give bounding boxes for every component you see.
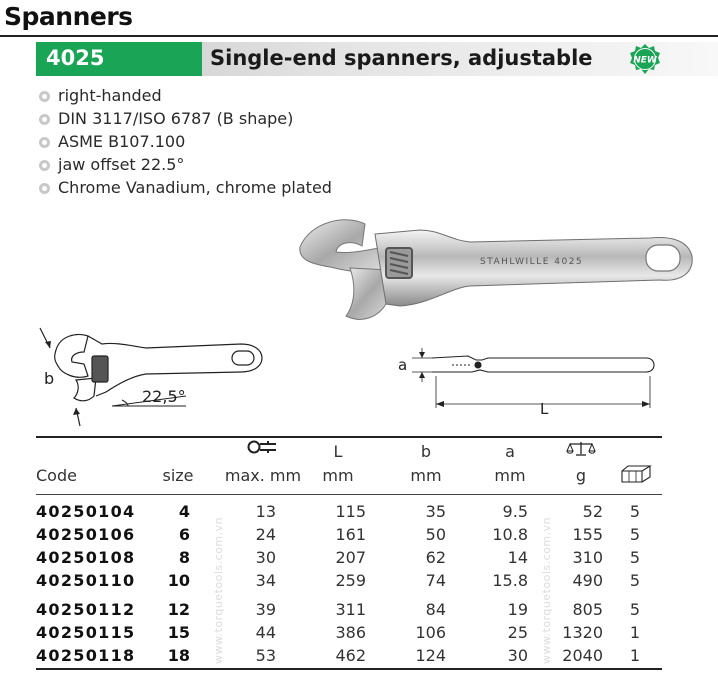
angle-label: 22,5° [142, 387, 186, 406]
header-g-unit: g [575, 466, 587, 485]
table-row [36, 500, 662, 523]
cell-b: 62 [425, 548, 446, 567]
table-row [36, 644, 662, 667]
table-row [36, 621, 662, 644]
cell-code: 40250118 [36, 646, 136, 665]
feature-item: right-handed [36, 86, 332, 109]
cell-a: 15.8 [492, 571, 528, 590]
cell-size: 10 [167, 571, 190, 590]
feature-item: jaw offset 22.5° [36, 155, 332, 178]
page-title: Spanners [4, 2, 133, 31]
cell-L: 462 [335, 646, 366, 665]
feature-list [36, 86, 332, 201]
cell-a: 10.8 [492, 525, 528, 544]
cell-g: 52 [582, 502, 603, 521]
cell-pack: 5 [629, 600, 640, 619]
header-max: max. mm [224, 466, 302, 485]
table-bottom-rule [36, 668, 662, 670]
header-a-unit: mm [494, 466, 526, 485]
feature-item: Chrome Vanadium, chrome plated [36, 178, 332, 201]
cell-L: 386 [335, 623, 366, 642]
cell-a: 25 [507, 623, 528, 642]
scale-icon [566, 440, 596, 456]
cell-g: 490 [572, 571, 603, 590]
bullet-icon [39, 160, 50, 171]
new-badge-icon [627, 43, 663, 75]
new-badge-label: NEW [633, 55, 657, 66]
cell-pack: 1 [629, 646, 640, 665]
cell-max: 53 [255, 646, 276, 665]
cell-g: 805 [572, 600, 603, 619]
cell-pack: 5 [629, 571, 640, 590]
cell-pack: 5 [629, 502, 640, 521]
cell-max: 44 [255, 623, 276, 642]
cell-a: 30 [507, 646, 528, 665]
cell-pack: 1 [629, 623, 640, 642]
table-row [36, 523, 662, 546]
cell-g: 2040 [562, 646, 603, 665]
cell-b: 124 [415, 646, 446, 665]
table-header-separator [36, 494, 662, 495]
cell-g: 1320 [562, 623, 603, 642]
package-icon [620, 465, 652, 483]
header-L-symbol: L [333, 442, 343, 461]
dimension-a-label: a [398, 356, 408, 374]
feature-item: ASME B107.100 [36, 132, 332, 155]
cell-L: 207 [335, 548, 366, 567]
cell-a: 19 [507, 600, 528, 619]
cell-L: 161 [335, 525, 366, 544]
cell-size: 12 [167, 600, 190, 619]
cell-b: 106 [415, 623, 446, 642]
cell-size: 8 [178, 548, 190, 567]
cell-size: 15 [167, 623, 190, 642]
dimension-L-label: L [540, 400, 549, 418]
cell-L: 259 [335, 571, 366, 590]
table-row [36, 598, 662, 621]
cell-pack: 5 [629, 548, 640, 567]
product-title: Single-end spanners, adjustable [210, 46, 593, 70]
cell-max: 39 [255, 600, 276, 619]
bullet-icon [39, 91, 50, 102]
title-rule [0, 35, 718, 37]
cell-code: 40250112 [36, 600, 136, 619]
watermark-text: www.torquetools.com.vn [540, 516, 553, 664]
cell-code: 40250110 [36, 571, 136, 590]
cell-L: 115 [335, 502, 366, 521]
cell-max: 34 [255, 571, 276, 590]
cell-code: 40250108 [36, 548, 136, 567]
header-b-symbol: b [420, 442, 432, 461]
photo-marking: STAHLWILLE 4025 [480, 257, 584, 267]
jaw-opening-icon [246, 440, 280, 454]
watermark-text: www.torquetools.com.vn [212, 516, 225, 664]
cell-code: 40250104 [36, 502, 136, 521]
cell-b: 74 [425, 571, 446, 590]
dimension-b-label: b [44, 369, 55, 388]
cell-max: 30 [255, 548, 276, 567]
cell-b: 35 [425, 502, 446, 521]
product-code: 4025 [46, 46, 105, 70]
cell-size: 18 [167, 646, 190, 665]
header-a-symbol: a [505, 442, 515, 461]
cell-max: 24 [255, 525, 276, 544]
cell-b: 84 [425, 600, 446, 619]
table-row [36, 546, 662, 569]
cell-b: 50 [425, 525, 446, 544]
feature-item: DIN 3117/ISO 6787 (B shape) [36, 109, 332, 132]
spanner-photo [290, 212, 700, 342]
bullet-icon [39, 114, 50, 125]
product-code-box [36, 42, 202, 76]
header-b-unit: mm [410, 466, 442, 485]
bullet-icon [39, 137, 50, 148]
cell-g: 155 [572, 525, 603, 544]
cell-L: 311 [335, 600, 366, 619]
header-code: Code [36, 466, 77, 485]
bullet-icon [39, 183, 50, 194]
cell-pack: 5 [629, 525, 640, 544]
header-L-unit: mm [322, 466, 354, 485]
spanner-side-drawing [36, 322, 266, 432]
spanner-profile-drawing [392, 346, 658, 418]
table-row [36, 569, 662, 592]
cell-size: 6 [178, 525, 190, 544]
cell-a: 9.5 [502, 502, 528, 521]
cell-size: 4 [178, 502, 190, 521]
cell-g: 310 [572, 548, 603, 567]
cell-max: 13 [255, 502, 276, 521]
table-top-rule [36, 436, 662, 438]
header-size: size [162, 466, 194, 485]
cell-a: 14 [507, 548, 528, 567]
cell-code: 40250115 [36, 623, 136, 642]
cell-code: 40250106 [36, 525, 136, 544]
